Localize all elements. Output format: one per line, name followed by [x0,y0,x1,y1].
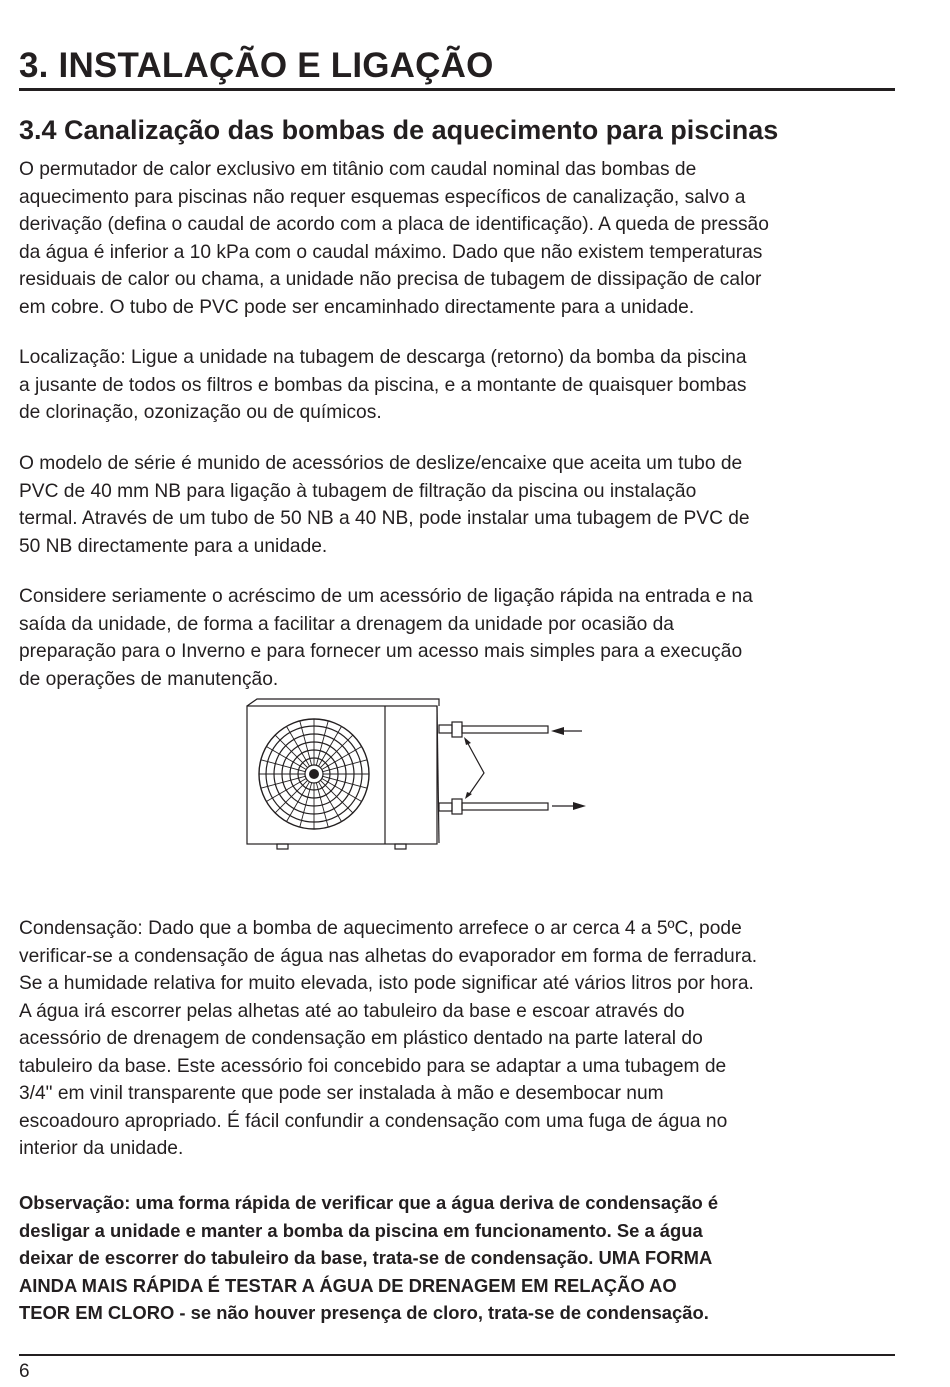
text-line: escoadouro apropriado. É fácil confundir a condensação com uma fuga de água no [19,1110,728,1132]
text-line: saída da unidade, de forma a facilitar a drenagem da unidade por ocasião da [19,613,674,635]
paragraph-quick-connect [19,583,899,693]
text-line: derivação (defina o caudal de acordo com a placa de identificação). A queda de pressão [19,214,769,235]
paragraph-condensation [19,915,899,1163]
paragraph-heat-exchanger [19,156,899,321]
text-line: 50 NB directamente para a unidade. [19,535,328,557]
page-number: 6 [19,1361,30,1382]
text-line: da água é inferior a 10 kPa com o caudal máximo. Dado que não existem temperaturas [19,241,763,263]
text-line: de clorinação, ozonização ou de químicos. [19,402,382,423]
footer-rule [19,1354,895,1356]
paragraph-standard-model [19,450,899,560]
paragraph-observation-note [19,1189,899,1327]
text-line: acessório de drenagem de condensação em plástico dentado na parte lateral do [19,1028,703,1049]
text-line: de operações de manutenção. [19,668,279,690]
text-line: A água irá escorrer pelas alhetas até ao tabuleiro da base e escoar através do [19,1000,685,1022]
fan-spoke [316,721,328,765]
paragraph-location [19,344,899,427]
fan-spoke [275,780,308,813]
fan-spoke [300,783,312,827]
outlet-arrow-icon [573,802,586,810]
text-line: Se a humidade relativa for muito elevada, isto pode significar até vários litros por hora. [19,973,754,994]
fan-spoke [261,760,305,772]
text-line: a jusante de todos os filtros e bombas da piscina, e a montante de quaisquer bombas [19,374,747,396]
text-line: Condensação: Dado que a bomba de aquecimento arrefece o ar cerca 4 a 5ºC, pode [19,918,742,939]
text-line: deixar de escorrer do tabuleiro da base, trata-se de condensação. UMA FORMA [19,1247,713,1268]
text-line: interior da unidade. [19,1138,184,1159]
text-line: tabuleiro da base. Este acessório foi concebido para se adaptar a uma tubagem de [19,1055,727,1077]
text-line: TEOR EM CLORO - se não houver presença de cloro, trata-se de condensação. [19,1302,709,1323]
fan-spoke [316,783,328,827]
page-title: 3. INSTALAÇÃO E LIGAÇÃO [19,46,494,85]
fan-spoke [320,735,353,768]
text-line: desligar a unidade e manter a bomba da piscina em funcionamento. Se a água [19,1219,703,1241]
text-line: PVC de 40 mm NB para ligação à tubagem de filtração da piscina ou instalação [19,480,697,502]
text-line: Observação: uma forma rápida de verificar que a água deriva de condensação é [19,1192,719,1213]
text-line: termal. Através de um tubo de 50 NB a 40 NB, pode instalar uma tubagem de PVC de [19,508,750,529]
text-line: 3/4" em vinil transparente que pode ser instalada à mão e desembocar num [19,1083,664,1104]
section-subtitle: 3.4 Canalização das bombas de aquecimento para piscinas [19,115,779,145]
text-line: AINDA MAIS RÁPIDA É TESTAR A ÁGUA DE DRENAGEM EM RELAÇÃO AO [19,1274,677,1296]
fan-spoke [323,760,367,772]
text-line: O modelo de série é munido de acessórios de deslize/encaixe que aceita um tubo de [19,453,743,474]
fan-spoke [323,776,367,788]
text-line: residuais de calor ou chama, a unidade não precisa de tubagem de dissipação de calor [19,269,762,290]
heat-pump-piping-diagram [240,695,590,855]
text-line: em cobre. O tubo de PVC pode ser encaminhado directamente para a unidade. [19,296,695,318]
text-line: preparação para o Inverno e para fornecer um acesso mais simples para a execução [19,641,743,662]
fan-spoke [300,721,312,765]
fan-spoke [275,735,308,768]
outlet-pipe [462,803,548,810]
fan-spoke [320,780,353,813]
text-line: Localização: Ligue a unidade na tubagem de descarga (retorno) da bomba da piscina [19,347,747,368]
inlet-arrow-icon [551,727,564,735]
text-line: Considere seriamente o acréscimo de um acessório de ligação rápida na entrada e na [19,586,753,607]
header-rule [19,88,895,91]
text-line: aquecimento para piscinas não requer esquemas específicos de canalização, salvo a [19,186,746,208]
inlet-pipe [462,726,548,733]
text-line: O permutador de calor exclusivo em titânio com caudal nominal das bombas de [19,159,697,180]
text-line: verificar-se a condensação de água nas alhetas do evaporador em forma de ferradura. [19,945,758,967]
fan-spoke [261,776,305,788]
